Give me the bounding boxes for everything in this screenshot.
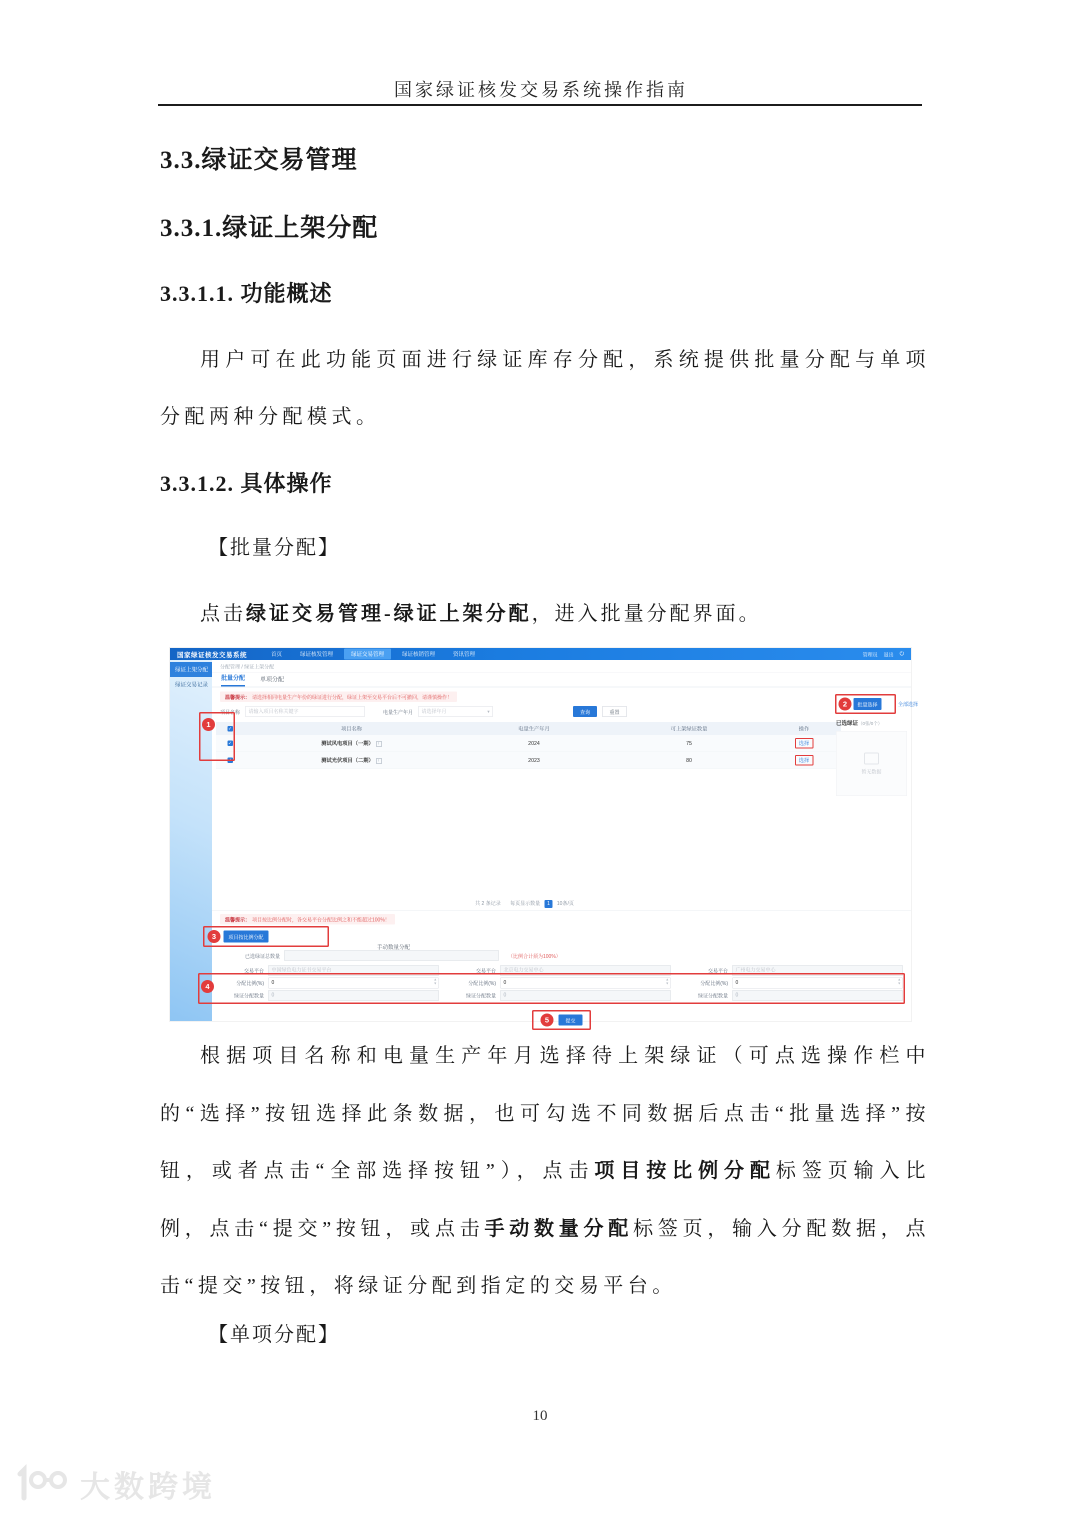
click-bold-path: 绿证交易管理-绿证上架分配 bbox=[246, 603, 532, 625]
annotation-circle-3: 3 bbox=[208, 930, 221, 943]
total-input bbox=[284, 950, 499, 961]
ratio-hint: （比例合计须为100%） bbox=[508, 953, 561, 960]
nav-item-writeoff[interactable]: 绿证核销管理 bbox=[402, 651, 436, 658]
top-nav bbox=[264, 649, 482, 660]
power-icon[interactable]: ⏻ bbox=[899, 650, 904, 657]
annotation-circle-2: 2 bbox=[839, 698, 852, 711]
search-bar bbox=[220, 706, 903, 717]
nav-item-home[interactable]: 首页 bbox=[271, 651, 283, 658]
select-all-link[interactable]: 全部选择 bbox=[898, 702, 918, 708]
submit-button[interactable]: 提交 bbox=[559, 1015, 583, 1026]
table-header-row bbox=[216, 722, 841, 735]
detail-seg-3: 标签页，输入分配数据，点击“提交”按钮，将绿证分配到指定的交易平台。 bbox=[160, 1217, 930, 1297]
detail-seg-1: 根据项目名称和电量生产年月选择待上架绿证（可点选操作栏中的“选择”按钮选择此条数据，也可勾选不同数据后点击“批量选择”按钮，或者点击“全部选择按钮”），点击 bbox=[160, 1045, 930, 1182]
prod-month-select-wrap bbox=[418, 706, 493, 717]
row-checkbox[interactable]: ✓ bbox=[228, 757, 232, 763]
project-name-input[interactable] bbox=[245, 706, 365, 717]
selected-count: （0张/0个） bbox=[858, 721, 883, 726]
click-path-paragraph bbox=[160, 586, 930, 643]
header-rule bbox=[158, 104, 922, 106]
detail-paragraph bbox=[160, 1028, 930, 1316]
total-row bbox=[220, 949, 903, 962]
topbar-right bbox=[863, 650, 904, 658]
annotation-box-5 bbox=[532, 1010, 591, 1030]
prod-month: 2023 bbox=[528, 757, 540, 764]
detail-bold-ratio-tab: 项目按比例分配 bbox=[594, 1160, 776, 1182]
col-project-name: 项目名称 bbox=[341, 725, 362, 732]
notice-label: 温馨提示： bbox=[225, 695, 250, 701]
batch-select-button[interactable]: 批量选择 bbox=[854, 698, 882, 710]
empty-text: 暂无数据 bbox=[861, 769, 882, 775]
project-tag-icon: i bbox=[376, 758, 382, 764]
prod-month: 2024 bbox=[528, 740, 540, 747]
stepper-icon[interactable]: ▲ ▼ bbox=[897, 977, 901, 986]
app-topbar bbox=[170, 648, 911, 660]
page-number-button[interactable]: 1 bbox=[545, 900, 553, 908]
section-heading-3-3-1: 3.3.1.绿证上架分配 bbox=[160, 215, 379, 242]
detail-seg-2: 标签页输入比例，点击“提交”按钮，或点击 bbox=[160, 1160, 931, 1240]
app-logo: 国家绿证核发交易系统 bbox=[177, 650, 248, 659]
table-row bbox=[216, 735, 841, 752]
tab-batch-alloc[interactable]: 批量分配 bbox=[221, 674, 245, 687]
alloc-notice-pill bbox=[220, 914, 395, 925]
query-button[interactable]: 查询 bbox=[573, 706, 597, 717]
detail-bold-manual-tab: 手动数量分配 bbox=[484, 1217, 634, 1240]
alloc-qty-label: 绿证分配数量 bbox=[698, 993, 728, 999]
username-label: 管理员 bbox=[862, 652, 878, 658]
col-prod-month: 电量生产年月 bbox=[518, 725, 550, 732]
empty-doc-icon bbox=[864, 752, 879, 764]
click-prefix: 点击 bbox=[200, 603, 246, 625]
annotation-box-2 bbox=[835, 694, 896, 714]
annotation-box-4 bbox=[198, 973, 905, 1004]
col-qty: 可上架绿证数量 bbox=[670, 725, 708, 732]
select-row-link[interactable]: 选择 bbox=[798, 740, 810, 747]
alloc-qty-label: 绿证分配数量 bbox=[466, 993, 496, 999]
green-cert-app bbox=[170, 648, 918, 1025]
page-number: 10 bbox=[532, 1408, 548, 1424]
notice-text: 请选择相同电量生产年份的绿证进行分配，绿证上架至交易平台后不可撤回，请谨慎操作！ bbox=[252, 695, 452, 701]
embedded-screenshot bbox=[170, 648, 918, 1025]
alloc-notice-label: 温馨提示： bbox=[225, 917, 250, 923]
ratio-label: 分配比例(%) bbox=[236, 981, 264, 987]
total-label: 已选绿证总数量 bbox=[245, 953, 280, 960]
per-page-value[interactable]: 10条/页 bbox=[556, 901, 574, 907]
breadcrumb: 分配管理 / 绿证上架分配 bbox=[212, 660, 911, 673]
cert-qty: 80 bbox=[686, 757, 692, 764]
tab-single-alloc[interactable]: 单项分配 bbox=[260, 676, 285, 683]
selected-title: 已选绿证 bbox=[836, 720, 858, 727]
ratio-label: 分配比例(%) bbox=[700, 981, 728, 987]
dashu-logo-icon bbox=[14, 1464, 70, 1504]
platform-label: 交易平台 bbox=[708, 968, 728, 974]
overview-paragraph: 用户可在此功能页面进行绿证库存分配，系统提供批量分配与单项分配两种分配模式。 bbox=[160, 349, 930, 428]
selected-certs-panel bbox=[836, 719, 907, 796]
col-action: 操作 bbox=[798, 725, 810, 732]
doc-header-title: 国家绿证核发交易系统操作指南 bbox=[394, 80, 688, 100]
watermark-text: 大数跨境 bbox=[80, 1471, 216, 1504]
pagination bbox=[212, 899, 837, 908]
main-content bbox=[212, 660, 911, 1025]
logout-link[interactable]: 退出 bbox=[883, 652, 894, 658]
annotation-circle-4: 4 bbox=[201, 980, 214, 993]
cert-qty: 75 bbox=[686, 740, 692, 747]
empty-state bbox=[836, 731, 907, 796]
project-name-label: 项目名称 bbox=[220, 709, 240, 716]
project-name: 测试光伏项目（二期） bbox=[321, 757, 374, 764]
prod-month-label: 电量生产年月 bbox=[383, 709, 413, 716]
pagination-total: 共 2 条记录 bbox=[475, 901, 501, 907]
prod-month-select[interactable] bbox=[418, 706, 493, 717]
submit-row bbox=[212, 1010, 911, 1030]
tab-manual-qty-alloc[interactable]: 手动数量分配 bbox=[377, 944, 410, 951]
nav-item-issue[interactable]: 绿证核发管理 bbox=[300, 651, 334, 658]
single-alloc-heading: 【单项分配】 bbox=[208, 1324, 340, 1346]
platform-label: 交易平台 bbox=[244, 968, 264, 974]
annotation-box-3 bbox=[203, 926, 329, 947]
cert-table bbox=[216, 722, 841, 769]
select-all-checkbox[interactable]: ✓ bbox=[228, 725, 232, 731]
notice-row bbox=[220, 692, 903, 703]
sidebar-item-trade-record[interactable]: 绿证交易记录 bbox=[175, 682, 208, 688]
mode-tabs bbox=[212, 673, 911, 688]
chevron-down-icon: ▼ bbox=[486, 709, 491, 714]
project-name: 测试风电项目（一期） bbox=[321, 740, 374, 747]
annotation-circle-1: 1 bbox=[202, 718, 215, 731]
sidebar-item-shelf-alloc[interactable]: 绿证上架分配 bbox=[170, 662, 212, 677]
section-heading-steps: 3.3.1.2. 具体操作 bbox=[160, 471, 333, 496]
watermark bbox=[14, 1462, 216, 1506]
platform-label: 交易平台 bbox=[476, 968, 496, 974]
section-divider bbox=[212, 910, 911, 911]
alloc-notice-text: 项目按比例分配时，各交易平台分配比例之和不能超过100%！ bbox=[252, 917, 390, 923]
section-heading-overview: 3.3.1.1. 功能概述 bbox=[160, 281, 333, 306]
table-row bbox=[216, 752, 841, 769]
alloc-qty-label: 绿证分配数量 bbox=[234, 993, 264, 999]
stepper-icon[interactable]: ▲ ▼ bbox=[665, 977, 669, 986]
batch-alloc-heading: 【批量分配】 bbox=[208, 537, 340, 559]
per-page-label: 每页显示数量 bbox=[510, 901, 541, 907]
row-checkbox[interactable]: ✓ bbox=[228, 740, 232, 746]
ratio-label: 分配比例(%) bbox=[468, 981, 496, 987]
nav-item-trade-mgmt[interactable]: 绿证交易管理 bbox=[344, 649, 391, 660]
annotation-circle-5: 5 bbox=[541, 1014, 554, 1027]
stepper-icon[interactable]: ▲ ▼ bbox=[433, 977, 437, 986]
notice-pill bbox=[220, 692, 457, 703]
tab-ratio-alloc[interactable]: 项目按比例分配 bbox=[224, 931, 269, 943]
select-row-link[interactable]: 选择 bbox=[798, 757, 810, 764]
project-tag-icon: i bbox=[376, 741, 382, 747]
section-heading-3-3: 3.3.绿证交易管理 bbox=[160, 147, 358, 174]
reset-button[interactable]: 重置 bbox=[602, 706, 627, 717]
nav-item-news[interactable]: 资讯管理 bbox=[453, 651, 476, 658]
app-body bbox=[170, 660, 911, 1025]
click-suffix: ，进入批量分配界面。 bbox=[531, 603, 762, 625]
